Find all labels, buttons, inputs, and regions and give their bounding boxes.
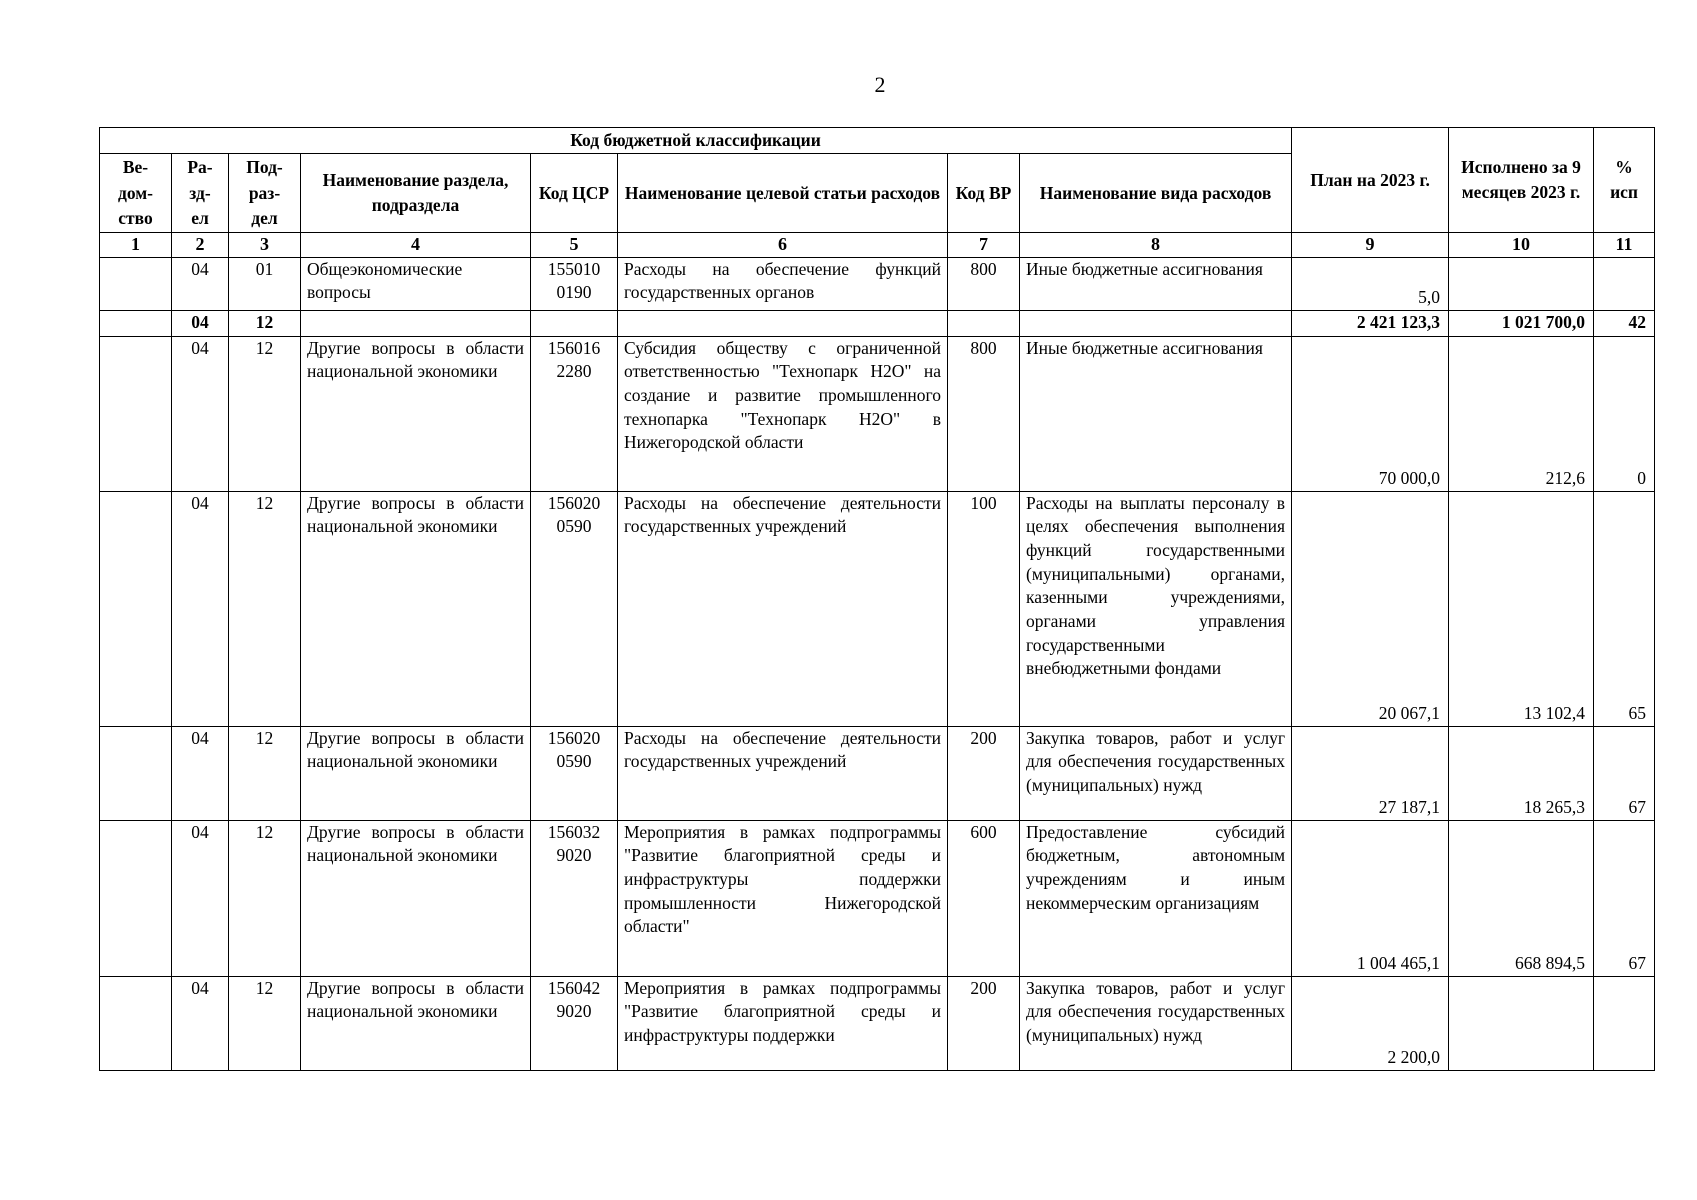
column-number: 2 (172, 233, 229, 257)
section-cell: 04 (172, 257, 229, 310)
table-row (100, 336, 1655, 491)
department-cell (100, 820, 172, 976)
plan-cell: 5,0 (1292, 257, 1449, 310)
table-row (100, 491, 1655, 726)
section-name-cell: Другие вопросы в области национальной экономики (301, 976, 531, 1070)
executed-cell: 1 021 700,0 (1449, 310, 1594, 336)
section-name-cell: Общеэкономические вопросы (301, 257, 531, 310)
section-cell: 04 (172, 491, 229, 726)
percent-cell: 65 (1594, 491, 1655, 726)
department-header: Ве- дом- ство (100, 154, 172, 233)
csr-code-cell: 156042 9020 (531, 976, 618, 1070)
section-header: Ра- зд- ел (172, 154, 229, 233)
column-number: 6 (618, 233, 948, 257)
plan-cell: 27 187,1 (1292, 726, 1449, 820)
column-number: 3 (229, 233, 301, 257)
percent-cell: 42 (1594, 310, 1655, 336)
percent-cell (1594, 976, 1655, 1070)
executed-header: Исполнено за 9 месяцев 2023 г. (1449, 128, 1594, 233)
section-cell: 04 (172, 976, 229, 1070)
section-name-cell: Другие вопросы в области национальной экономики (301, 336, 531, 491)
table-row (100, 976, 1655, 1070)
page-number: 2 (874, 72, 886, 97)
department-cell (100, 976, 172, 1070)
table-row (100, 820, 1655, 976)
section-cell: 04 (172, 820, 229, 976)
department-cell (100, 310, 172, 336)
section-name-cell: Другие вопросы в области национальной экономики (301, 820, 531, 976)
csr-code-header: Код ЦСР (531, 154, 618, 233)
budget-classification-header: Код бюджетной классификации (100, 128, 1292, 154)
column-number: 4 (301, 233, 531, 257)
executed-cell (1449, 257, 1594, 310)
plan-header: План на 2023 г. (1292, 128, 1449, 233)
subsection-cell: 01 (229, 257, 301, 310)
section-name-cell: Другие вопросы в области национальной экономики (301, 726, 531, 820)
vr-name-cell: Иные бюджетные ассигнования (1020, 257, 1292, 310)
executed-cell (1449, 976, 1594, 1070)
subsection-cell: 12 (229, 820, 301, 976)
csr-code-cell: 156032 9020 (531, 820, 618, 976)
column-number: 1 (100, 233, 172, 257)
vr-code-cell: 800 (948, 257, 1020, 310)
subsection-cell: 12 (229, 726, 301, 820)
subtotal-row (100, 310, 1655, 336)
column-number: 5 (531, 233, 618, 257)
csr-code-cell: 155010 0190 (531, 257, 618, 310)
section-cell: 04 (172, 310, 229, 336)
csr-name-cell: Субсидия обществу с ограниченной ответственностью "Технопарк Н2О" на создание и развитие промышленного технопарка "Технопарк Н2О" в Нижегородской области (618, 336, 948, 491)
vr-name-cell: Закупка товаров, работ и услуг для обеспечения государственных (муниципальных) нужд (1020, 976, 1292, 1070)
subsection-cell: 12 (229, 310, 301, 336)
plan-cell: 70 000,0 (1292, 336, 1449, 491)
plan-cell: 20 067,1 (1292, 491, 1449, 726)
budget-table (99, 127, 1655, 1071)
department-cell (100, 336, 172, 491)
csr-code-cell: 156020 0590 (531, 491, 618, 726)
plan-cell: 2 421 123,3 (1292, 310, 1449, 336)
vr-code-cell: 600 (948, 820, 1020, 976)
percent-cell: 67 (1594, 726, 1655, 820)
section-cell: 04 (172, 726, 229, 820)
subsection-cell: 12 (229, 976, 301, 1070)
csr-name-cell: Расходы на обеспечение деятельности государственных учреждений (618, 491, 948, 726)
percent-cell (1594, 257, 1655, 310)
table-row (100, 257, 1655, 310)
department-cell (100, 257, 172, 310)
csr-name-cell (618, 310, 948, 336)
column-number-row (100, 233, 1655, 257)
vr-code-cell: 200 (948, 726, 1020, 820)
csr-name-cell: Расходы на обеспечение функций государственных органов (618, 257, 948, 310)
table-row (100, 726, 1655, 820)
executed-cell: 18 265,3 (1449, 726, 1594, 820)
csr-code-cell (531, 310, 618, 336)
vr-name-cell (1020, 310, 1292, 336)
executed-cell: 212,6 (1449, 336, 1594, 491)
plan-cell: 1 004 465,1 (1292, 820, 1449, 976)
vr-name-cell: Иные бюджетные ассигнования (1020, 336, 1292, 491)
vr-code-cell: 100 (948, 491, 1020, 726)
csr-name-cell: Мероприятия в рамках подпрограммы "Развитие благоприятной среды и инфраструктуры поддержки промышленности Нижегородской области" (618, 820, 948, 976)
section-name-cell: Другие вопросы в области национальной экономики (301, 491, 531, 726)
percent-header: % исп (1594, 128, 1655, 233)
column-number: 7 (948, 233, 1020, 257)
section-name-cell (301, 310, 531, 336)
vr-name-cell: Закупка товаров, работ и услуг для обеспечения государственных (муниципальных) нужд (1020, 726, 1292, 820)
csr-name-cell: Мероприятия в рамках подпрограммы "Развитие благоприятной среды и инфраструктуры поддержки (618, 976, 948, 1070)
vr-code-cell (948, 310, 1020, 336)
percent-cell: 67 (1594, 820, 1655, 976)
vr-code-cell: 200 (948, 976, 1020, 1070)
column-number: 8 (1020, 233, 1292, 257)
executed-cell: 668 894,5 (1449, 820, 1594, 976)
subsection-header: Под- раз- дел (229, 154, 301, 233)
vr-code-cell: 800 (948, 336, 1020, 491)
department-cell (100, 491, 172, 726)
subsection-cell: 12 (229, 491, 301, 726)
plan-cell: 2 200,0 (1292, 976, 1449, 1070)
column-number: 10 (1449, 233, 1594, 257)
section-name-header: Наименование раздела, подраздела (301, 154, 531, 233)
csr-name-cell: Расходы на обеспечение деятельности государственных учреждений (618, 726, 948, 820)
percent-cell: 0 (1594, 336, 1655, 491)
executed-cell: 13 102,4 (1449, 491, 1594, 726)
section-cell: 04 (172, 336, 229, 491)
department-cell (100, 726, 172, 820)
vr-name-header: Наименование вида расходов (1020, 154, 1292, 233)
vr-code-header: Код ВР (948, 154, 1020, 233)
subsection-cell: 12 (229, 336, 301, 491)
column-number: 9 (1292, 233, 1449, 257)
vr-name-cell: Предоставление субсидий бюджетным, автономным учреждениям и иным некоммерческим организациям (1020, 820, 1292, 976)
csr-code-cell: 156016 2280 (531, 336, 618, 491)
vr-name-cell: Расходы на выплаты персоналу в целях обеспечения выполнения функций государственными (муниципальными) органами, казенными учреждениями, органами управления государственными внебюджетными фондами (1020, 491, 1292, 726)
csr-code-cell: 156020 0590 (531, 726, 618, 820)
column-number: 11 (1594, 233, 1655, 257)
csr-name-header: Наименование целевой статьи расходов (618, 154, 948, 233)
